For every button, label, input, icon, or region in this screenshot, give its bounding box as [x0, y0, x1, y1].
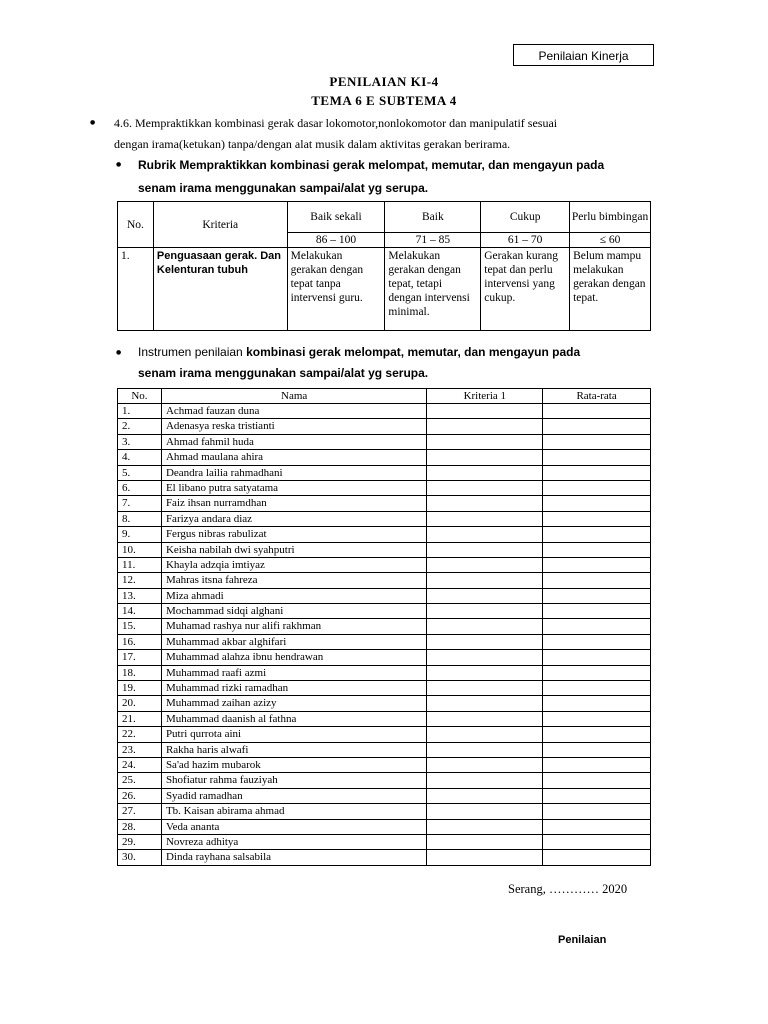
table-row: [118, 757, 651, 772]
student-name: Achmad fauzan duna: [161, 404, 426, 419]
table-row: [118, 434, 651, 449]
score-rata-rata: [543, 834, 651, 849]
student-name: Muhammad alahza ibnu hendrawan: [161, 650, 426, 665]
student-no: 24.: [118, 757, 162, 772]
student-no: 13.: [118, 588, 162, 603]
students-table: [117, 388, 651, 866]
score-kriteria-1: [427, 788, 543, 803]
date-line: Serang, ………… 2020: [508, 882, 628, 896]
student-no: 1.: [118, 404, 162, 419]
score-kriteria-1: [427, 757, 543, 772]
score-kriteria-1: [427, 742, 543, 757]
score-kriteria-1: [427, 727, 543, 742]
rubric-header-cukup: Cukup: [481, 202, 570, 233]
score-rata-rata: [543, 711, 651, 726]
student-no: 20.: [118, 696, 162, 711]
score-kriteria-1: [427, 480, 543, 495]
instrument-heading-line-1: [138, 342, 580, 362]
student-no: 17.: [118, 650, 162, 665]
score-rata-rata: [543, 604, 651, 619]
rubric-row-cukup: Gerakan kurang tepat dan perlu intervensi yang cukup.: [481, 248, 570, 331]
rubric-header-no: No.: [118, 202, 154, 248]
score-rata-rata: [543, 742, 651, 757]
score-rata-rata: [543, 788, 651, 803]
score-rata-rata: [543, 496, 651, 511]
table-row: [118, 834, 651, 849]
table-row: [118, 850, 651, 865]
student-name: Novreza adhitya: [161, 834, 426, 849]
student-no: 22.: [118, 727, 162, 742]
score-kriteria-1: [427, 450, 543, 465]
score-rata-rata: [543, 804, 651, 819]
table-row: [118, 711, 651, 726]
student-name: Adenasya reska tristianti: [161, 419, 426, 434]
student-name: Miza ahmadi: [161, 588, 426, 603]
table-row: [118, 496, 651, 511]
score-rata-rata: [543, 557, 651, 572]
score-rata-rata: [543, 480, 651, 495]
table-row: [118, 557, 651, 572]
student-no: 6.: [118, 480, 162, 495]
student-name: Khayla adzqia imtiyaz: [161, 557, 426, 572]
student-name: Shofiatur rahma fauziyah: [161, 773, 426, 788]
score-kriteria-1: [427, 557, 543, 572]
range-cukup: 61 – 70: [481, 233, 570, 248]
rubric-header-kriteria: Kriteria: [153, 202, 287, 248]
score-rata-rata: [543, 450, 651, 465]
table-row: [118, 542, 651, 557]
score-rata-rata: [543, 588, 651, 603]
student-name: Muhammad akbar alghifari: [161, 634, 426, 649]
instrument-heading-prefix: Instrumen penilaian: [138, 345, 247, 359]
student-no: 11.: [118, 557, 162, 572]
score-kriteria-1: [427, 773, 543, 788]
score-rata-rata: [543, 404, 651, 419]
student-no: 14.: [118, 604, 162, 619]
rubric-heading-line-1: Rubrik Mempraktikkan kombinasi gerak melompat, memutar, dan mengayun pada: [138, 158, 605, 172]
score-rata-rata: [543, 434, 651, 449]
score-rata-rata: [543, 850, 651, 865]
student-name: Mahras itsna fahreza: [161, 573, 426, 588]
table-row: [118, 511, 651, 526]
table-row: [118, 681, 651, 696]
rubric-header-perlu-bimbingan: Perlu bimbingan: [570, 202, 651, 233]
table-row: [118, 450, 651, 465]
score-kriteria-1: [427, 696, 543, 711]
score-rata-rata: [543, 511, 651, 526]
table-row: [118, 788, 651, 803]
student-no: 4.: [118, 450, 162, 465]
table-row: [118, 742, 651, 757]
table-row: [118, 650, 651, 665]
student-name: Ahmad fahmil huda: [161, 434, 426, 449]
table-row: [118, 573, 651, 588]
student-name: Sa'ad hazim mubarok: [161, 757, 426, 772]
bullet-icon: ●: [116, 349, 122, 356]
table-row: [118, 480, 651, 495]
score-rata-rata: [543, 573, 651, 588]
student-no: 28.: [118, 819, 162, 834]
student-no: 3.: [118, 434, 162, 449]
kd-line-2: dengan irama(ketukan) tanpa/dengan alat musik dalam aktivitas gerakan berirama.: [114, 137, 511, 151]
student-no: 19.: [118, 681, 162, 696]
student-rows: [118, 404, 651, 866]
student-name: Faiz ihsan nurramdhan: [161, 496, 426, 511]
range-perlu-bimbingan: ≤ 60: [570, 233, 651, 248]
student-no: 23.: [118, 742, 162, 757]
student-no: 9.: [118, 527, 162, 542]
student-no: 26.: [118, 788, 162, 803]
header-nama: Nama: [161, 389, 426, 404]
score-rata-rata: [543, 619, 651, 634]
table-row: [118, 665, 651, 680]
student-name: Mochammad sidqi alghani: [161, 604, 426, 619]
student-no: 18.: [118, 665, 162, 680]
score-kriteria-1: [427, 542, 543, 557]
student-name: Ahmad maulana ahira: [161, 450, 426, 465]
score-kriteria-1: [427, 850, 543, 865]
student-no: 27.: [118, 804, 162, 819]
student-name: Keisha nabilah dwi syahputri: [161, 542, 426, 557]
score-rata-rata: [543, 665, 651, 680]
score-kriteria-1: [427, 511, 543, 526]
rubric-table: [117, 201, 651, 331]
score-kriteria-1: [427, 665, 543, 680]
student-no: 7.: [118, 496, 162, 511]
footer-label: Penilaian: [558, 934, 607, 946]
page-subtitle: TEMA 6 E SUBTEMA 4: [311, 93, 457, 108]
page-title: PENILAIAN KI-4: [329, 74, 439, 89]
range-baik-sekali: 86 – 100: [287, 233, 385, 248]
score-kriteria-1: [427, 419, 543, 434]
score-kriteria-1: [427, 465, 543, 480]
range-baik: 71 – 85: [385, 233, 481, 248]
score-kriteria-1: [427, 573, 543, 588]
table-row: [118, 819, 651, 834]
score-rata-rata: [543, 542, 651, 557]
score-kriteria-1: [427, 634, 543, 649]
score-kriteria-1: [427, 681, 543, 696]
bullet-icon: ●: [90, 119, 96, 126]
table-row: [118, 696, 651, 711]
score-rata-rata: [543, 527, 651, 542]
score-kriteria-1: [427, 819, 543, 834]
score-kriteria-1: [427, 834, 543, 849]
rubric-row-baik: Melakukan gerakan dengan tepat, tetapi dengan intervensi minimal.: [385, 248, 481, 331]
penilaian-kinerja-badge: Penilaian Kinerja: [513, 44, 654, 66]
score-rata-rata: [543, 727, 651, 742]
score-rata-rata: [543, 650, 651, 665]
table-row: [118, 804, 651, 819]
student-name: Tb. Kaisan abirama ahmad: [161, 804, 426, 819]
score-kriteria-1: [427, 434, 543, 449]
student-name: Muhamad rashya nur alifi rakhman: [161, 619, 426, 634]
score-kriteria-1: [427, 527, 543, 542]
rubric-row-baik-sekali: Melakukan gerakan dengan tepat tanpa intervensi guru.: [287, 248, 385, 331]
table-row: [118, 588, 651, 603]
table-row: [118, 727, 651, 742]
student-no: 25.: [118, 773, 162, 788]
table-row: [118, 634, 651, 649]
student-name: Syadid ramadhan: [161, 788, 426, 803]
student-no: 21.: [118, 711, 162, 726]
rubric-row-no: 1.: [118, 248, 154, 331]
score-kriteria-1: [427, 650, 543, 665]
student-name: Putri qurrota aini: [161, 727, 426, 742]
rubric-row-kriteria: Penguasaan gerak. Dan Kelenturan tubuh: [153, 248, 287, 331]
score-rata-rata: [543, 696, 651, 711]
rubric-header-baik: Baik: [385, 202, 481, 233]
student-name: Fergus nibras rabulizat: [161, 527, 426, 542]
score-rata-rata: [543, 419, 651, 434]
score-kriteria-1: [427, 711, 543, 726]
header-kriteria-1: Kriteria 1: [427, 389, 543, 404]
student-name: Dinda rayhana salsabila: [161, 850, 426, 865]
student-name: Muhammad raafi azmi: [161, 665, 426, 680]
table-row: [118, 604, 651, 619]
student-no: 8.: [118, 511, 162, 526]
score-rata-rata: [543, 465, 651, 480]
score-rata-rata: [543, 681, 651, 696]
header-no: No.: [118, 389, 162, 404]
student-name: Rakha haris alwafi: [161, 742, 426, 757]
table-row: [118, 404, 651, 419]
instrument-heading-bold: kombinasi gerak melompat, memutar, dan mengayun pada: [246, 345, 581, 359]
student-no: 29.: [118, 834, 162, 849]
score-rata-rata: [543, 819, 651, 834]
score-kriteria-1: [427, 804, 543, 819]
score-rata-rata: [543, 634, 651, 649]
header-rata-rata: Rata-rata: [543, 389, 651, 404]
student-no: 2.: [118, 419, 162, 434]
student-name: Farizya andara diaz: [161, 511, 426, 526]
student-name: El libano putra satyatama: [161, 480, 426, 495]
score-kriteria-1: [427, 404, 543, 419]
student-no: 5.: [118, 465, 162, 480]
student-no: 12.: [118, 573, 162, 588]
student-no: 30.: [118, 850, 162, 865]
rubric-row-perlu-bimbingan: Belum mampu melakukan gerakan dengan tepat.: [570, 248, 651, 331]
table-row: [118, 619, 651, 634]
bullet-icon: ●: [116, 161, 122, 168]
student-name: Deandra lailia rahmadhani: [161, 465, 426, 480]
student-name: Muhammad daanish al fathna: [161, 711, 426, 726]
rubric-header-baik-sekali: Baik sekali: [287, 202, 385, 233]
score-rata-rata: [543, 773, 651, 788]
score-kriteria-1: [427, 619, 543, 634]
rubric-heading-line-2: senam irama menggunakan sampai/alat yg serupa.: [138, 181, 429, 195]
score-rata-rata: [543, 757, 651, 772]
table-row: [118, 773, 651, 788]
student-no: 15.: [118, 619, 162, 634]
student-no: 16.: [118, 634, 162, 649]
table-row: [118, 527, 651, 542]
score-kriteria-1: [427, 496, 543, 511]
instrument-heading-line-2: senam irama menggunakan sampai/alat yg serupa.: [138, 366, 429, 380]
kd-line-1: 4.6. Mempraktikkan kombinasi gerak dasar lokomotor,nonlokomotor dan manipulatif sesuai: [114, 116, 558, 130]
score-kriteria-1: [427, 604, 543, 619]
student-name: Muhammad rizki ramadhan: [161, 681, 426, 696]
student-name: Veda ananta: [161, 819, 426, 834]
student-name: Muhammad zaihan azizy: [161, 696, 426, 711]
table-row: [118, 419, 651, 434]
score-kriteria-1: [427, 588, 543, 603]
student-no: 10.: [118, 542, 162, 557]
table-row: [118, 465, 651, 480]
